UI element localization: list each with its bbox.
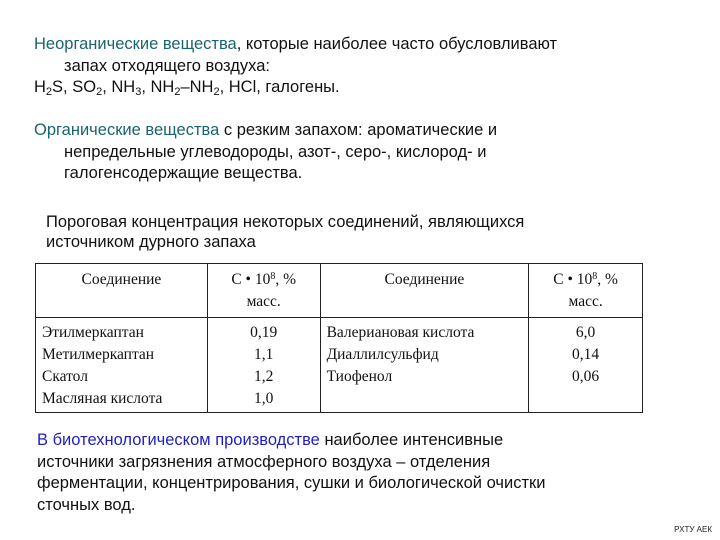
inorganic-paragraph: [34, 34, 557, 99]
inorganic-text: , которые наиболее часто обусловливают: [236, 35, 558, 53]
table-caption: [46, 212, 524, 252]
organic-paragraph: [34, 120, 497, 185]
organic-line3: галогенсодержащие вещества.: [64, 164, 303, 182]
header-concentration: С • $10^8$, % масс.: [529, 264, 643, 318]
left-names: Этилмеркаптан Метилмеркаптан Скатол Масляная кислота: [36, 318, 208, 413]
biotech-text: наиболее интенсивные: [319, 431, 504, 449]
caption-line2: источником дурного запаха: [46, 233, 256, 251]
left-values: 0,19 1,1 1,2 1,0: [207, 318, 320, 413]
organic-line2: непредельные углеводороды, азот-, серо-, кислород- и: [64, 142, 487, 161]
formula: $H_2S$, $SO_2$, $NH_3$, $NH_2-NH_2$, HCl, галогены.: [34, 78, 340, 98]
inorganic-line2: запах отходящего воздуха:: [64, 56, 270, 75]
biotech-line2: источники загрязнения атмосферного воздуха – отделения: [37, 452, 491, 471]
organic-text: с резким запахом: ароматические и: [219, 121, 498, 139]
biotech-line4: сточных вод.: [37, 495, 136, 514]
caption-line1: Пороговая концентрация некоторых соединений, являющихся: [46, 213, 525, 231]
header-compound: Соединение: [36, 264, 208, 318]
header-compound: Соединение: [320, 264, 529, 318]
biotech-highlight: В биотехнологическом производстве: [37, 431, 320, 449]
organic-highlight: Органические вещества: [34, 121, 220, 139]
header-concentration: С • $10^8$, % масс.: [207, 264, 320, 318]
threshold-table: [35, 263, 643, 413]
inorganic-highlight: Неорганические вещества: [34, 35, 237, 53]
footer-label: РХТУ АЕК: [674, 525, 712, 534]
right-names: Валериановая кислота Диаллилсульфид Тиофенол: [320, 318, 529, 413]
biotech-paragraph: [37, 430, 545, 516]
right-values: 6,0 0,14 0,06: [529, 318, 643, 413]
biotech-line3: ферментации, концентрирования, сушки и биологической очистки: [37, 474, 546, 492]
